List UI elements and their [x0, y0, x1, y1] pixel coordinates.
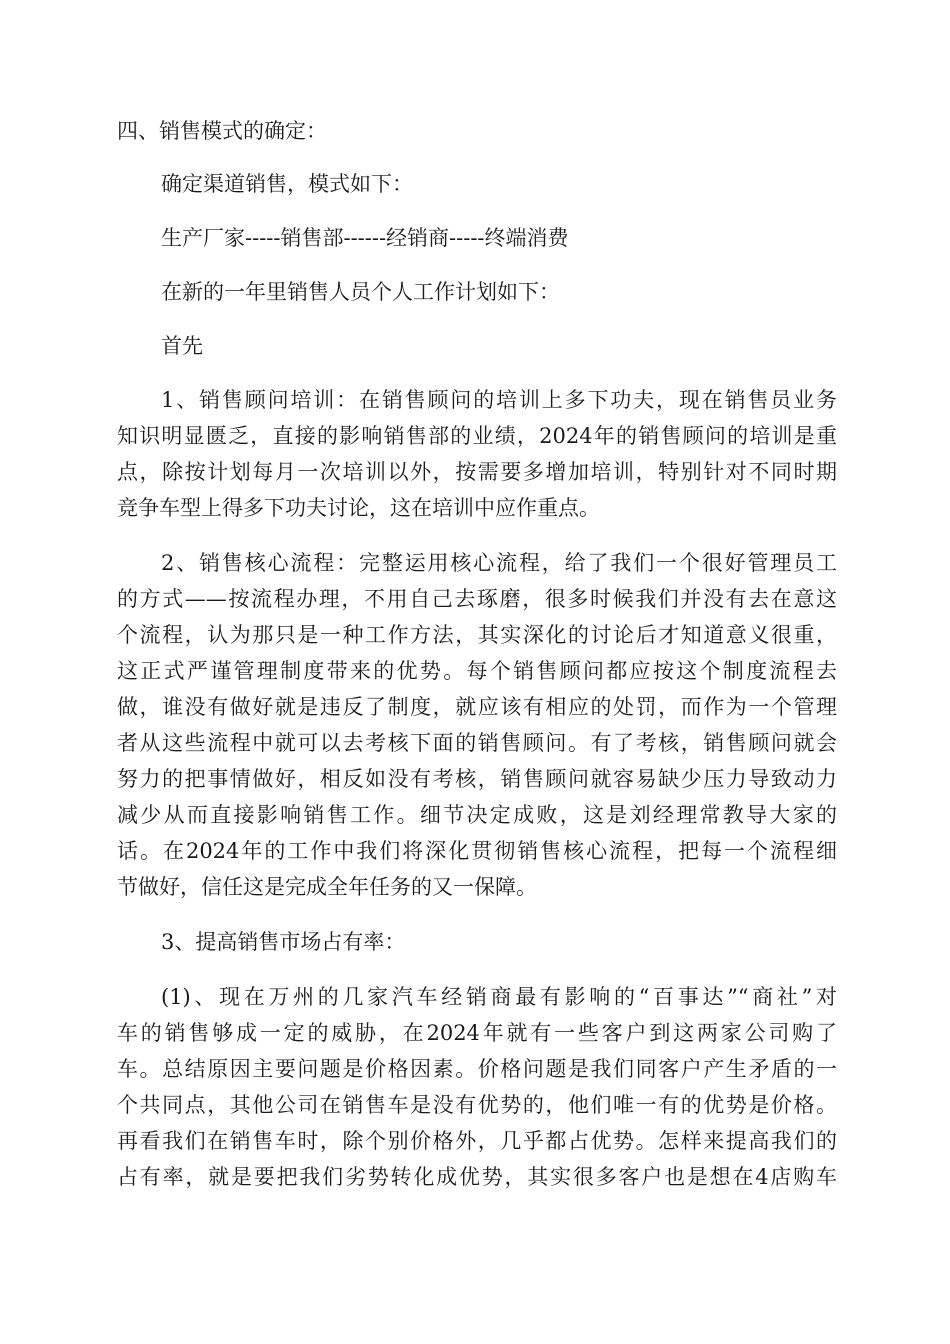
- item1-line: 1、销售顾问培训：在销售顾问的培训上多下功夫，现在销售员业务: [161, 388, 837, 412]
- section-heading: 四、销售模式的确定：: [117, 119, 327, 143]
- item1-line: 知识明显匮乏，直接的影响销售部的业绩，2024年的销售顾问的培训是重: [117, 424, 837, 448]
- item2-line: 者从这些流程中就可以去考核下面的销售顾问。有了考核，销售顾问就会: [117, 731, 837, 755]
- item2-line: 个流程，认为那只是一种工作方法，其实深化的讨论后才知道意义很重，: [117, 623, 837, 647]
- item2-line: 减少从而直接影响销售工作。细节决定成败，这是刘经理常教导大家的: [117, 803, 837, 827]
- item3-1-line: (1)、现在万州的几家汽车经销商最有影响的“百事达”“商社”对: [161, 985, 837, 1009]
- item2-line: 这正式严谨管理制度带来的优势。每个销售顾问都应按这个制度流程去: [117, 659, 837, 683]
- item3-1-line: 车的销售够成一定的威胁，在2024年就有一些客户到这两家公司购了: [117, 1021, 837, 1045]
- item2-line: 2、销售核心流程：完整运用核心流程，给了我们一个很好管理员工: [161, 551, 837, 575]
- item3-1-line: 占有率，就是要把我们劣势转化成优势，其实很多客户也是想在4店购车: [117, 1165, 837, 1189]
- paragraph-chain: 生产厂家-----销售部------经销商-----终端消费: [161, 226, 569, 250]
- item2-line: 节做好，信任这是完成全年任务的又一保障。: [117, 875, 537, 899]
- item2-line: 努力的把事情做好，相反如没有考核，销售顾问就容易缺少压力导致动力: [117, 767, 837, 791]
- paragraph-first: 首先: [161, 334, 203, 358]
- item3-1-line: 车。总结原因主要问题是价格因素。价格问题是我们同客户产生矛盾的一: [117, 1057, 837, 1081]
- item2-line: 的方式——按流程办理，不用自己去琢磨，很多时候我们并没有去在意这: [117, 587, 837, 611]
- item1-line: 点，除按计划每月一次培训以外，按需要多增加培训，特别针对不同时期: [117, 460, 837, 484]
- item3-1-line: 个共同点，其他公司在销售车是没有优势的，他们唯一有的优势是价格。: [117, 1093, 837, 1117]
- item1-line: 竞争车型上得多下功夫讨论，这在培训中应作重点。: [117, 496, 600, 520]
- item2-line: 做，谁没有做好就是违反了制度，就应该有相应的处罚，而作为一个管理: [117, 695, 837, 719]
- paragraph-plan-intro: 在新的一年里销售人员个人工作计划如下：: [161, 280, 560, 304]
- item3-1-line: 再看我们在销售车时，除个别价格外，几乎都占优势。怎样来提高我们的: [117, 1129, 837, 1153]
- paragraph-channel: 确定渠道销售，模式如下：: [161, 172, 413, 196]
- item2-line: 话。在2024年的工作中我们将深化贯彻销售核心流程，把每一个流程细: [117, 839, 837, 863]
- item3-title: 3、提高销售市场占有率：: [161, 930, 406, 954]
